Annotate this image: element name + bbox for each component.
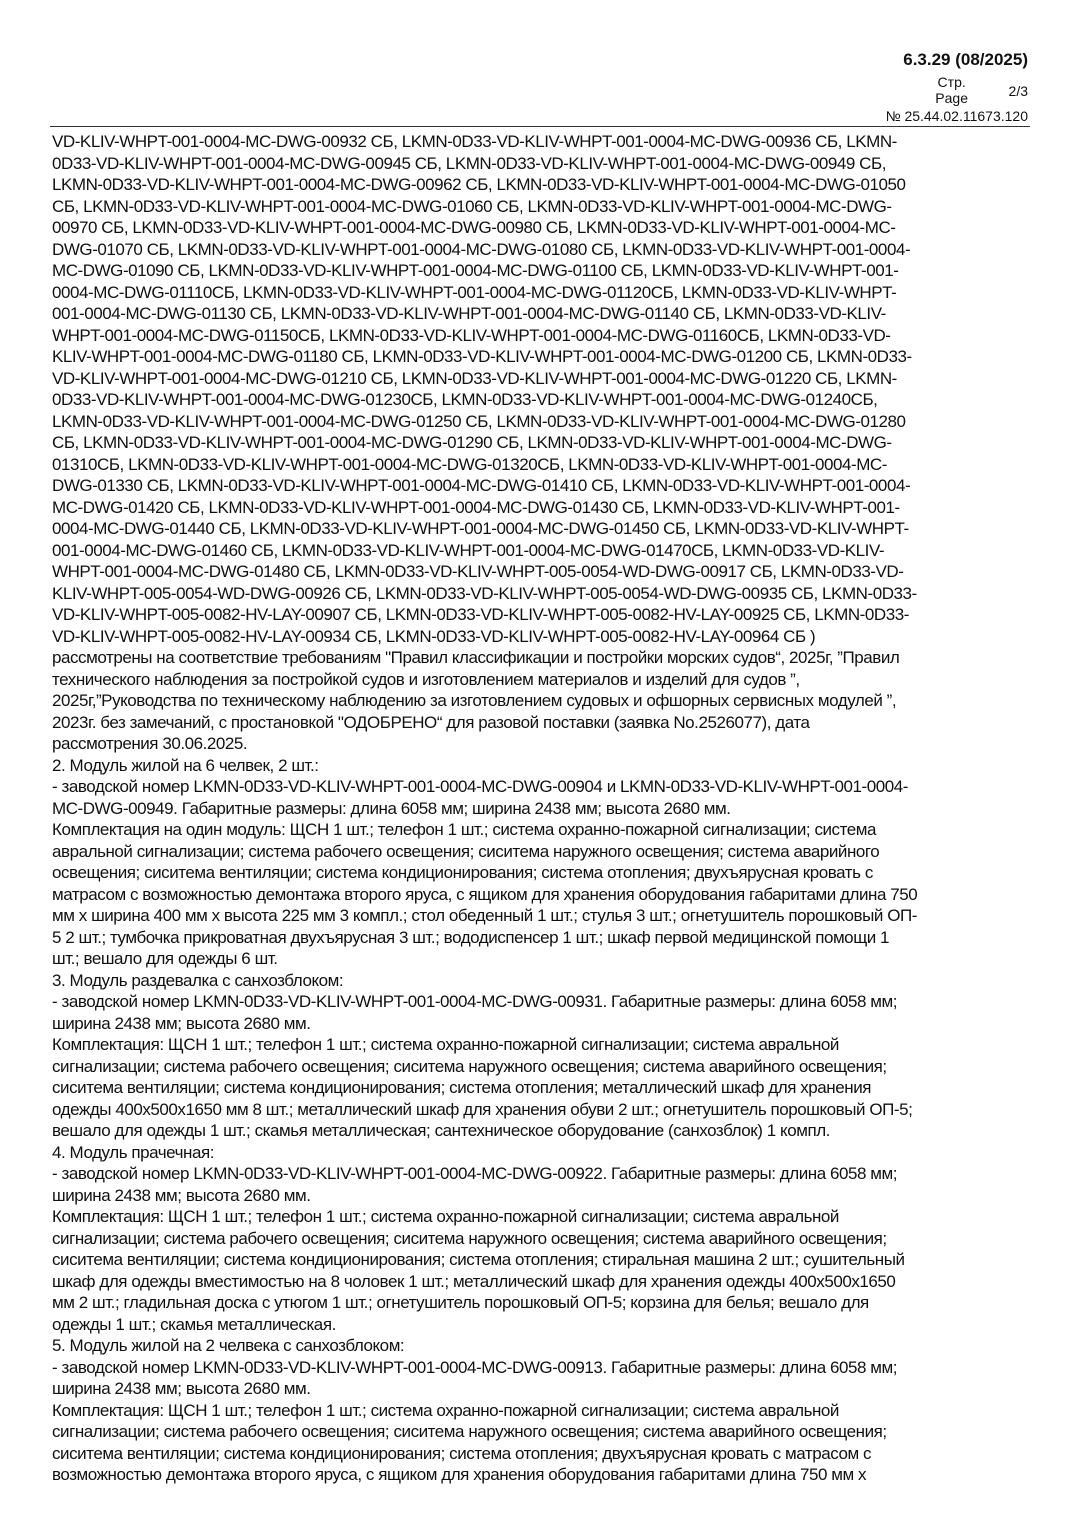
text-line: 00970 СБ, LKMN-0D33-VD-KLIV-WHPT-001-0004-MC-DWG-00980 СБ, LKMN-0D33-VD-KLIV-WHPT-001-0004-MC- [52,218,896,237]
text-line: DWG-01070 СБ, LKMN-0D33-VD-KLIV-WHPT-001-0004-MC-DWG-01080 СБ, LKMN-0D33-VD-KLIV-WHPT-001-0004- [52,239,911,259]
text-line: 3. Модуль раздевалка с санхозблоком: [52,970,344,990]
text-line: одежды 1 шт.; скамья металлическая. [52,1314,336,1334]
text-line: сигнализации; система рабочего освещения; сиситема наружного освещения; система аварийного освещения; [52,1422,887,1441]
page-label-ru: Стр. [937,74,966,90]
text-line: технического наблюдения за постройкой судов и изготовлением материалов и изделий для судов ”, [52,669,800,689]
text-line: 0D33-VD-KLIV-WHPT-001-0004-MC-DWG-01230СБ, LKMN-0D33-VD-KLIV-WHPT-001-0004-MC-DWG-01240СБ, [52,390,878,409]
text-line: 5 2 шт.; тумбочка прикроватная двухъярусная 3 шт.; вододиспенсер 1 шт.; шкаф первой медицинской помощи 1 [52,927,890,947]
text-line: 001-0004-MC-DWG-01130 СБ, LKMN-0D33-VD-KLIV-WHPT-001-0004-MC-DWG-01140 СБ, LKMN-0D33-VD-KLIV- [52,304,886,323]
text-line: СБ, LKMN-0D33-VD-KLIV-WHPT-001-0004-MC-DWG-01060 СБ, LKMN-0D33-VD-KLIV-WHPT-001-0004-MC-DWG- [52,196,892,216]
text-line: DWG-01330 СБ, LKMN-0D33-VD-KLIV-WHPT-001-0004-MC-DWG-01410 СБ, LKMN-0D33-VD-KLIV-WHPT-001-0004- [52,476,911,495]
text-line: KLIV-WHPT-005-0054-WD-DWG-00926 СБ, LKMN-0D33-VD-KLIV-WHPT-005-0054-WD-DWG-00935 СБ, LKMN-0D33- [52,583,917,603]
document-body [52,131,1042,1486]
text-line: возможностью демонтажа второго яруса, с ящиком для хранения оборудования габаритами длина 750 мм х [52,1465,867,1484]
text-line: - заводской номер LKMN-0D33-VD-KLIV-WHPT-001-0004-MC-DWG-00922. Габаритные размеры: длина 6058 мм; [52,1164,898,1183]
text-line: LKMN-0D33-VD-KLIV-WHPT-001-0004-MC-DWG-00962 СБ, LKMN-0D33-VD-KLIV-WHPT-001-0004-MC-DWG-01050 [52,175,906,194]
text-line: MC-DWG-01090 СБ, LKMN-0D33-VD-KLIV-WHPT-001-0004-MC-DWG-01100 СБ, LKMN-0D33-VD-KLIV-WHPT-001- [52,261,899,280]
text-line: Комплектация: ЩСН 1 шт.; телефон 1 шт.; система охранно-пожарной сигнализации; система авральной [52,1400,839,1420]
text-line: ширина 2438 мм; высота 2680 мм. [52,1013,311,1033]
text-line: матрасом с возможностью демонтажа второго яруса, с ящиком для хранения оборудования габаритами длина 750 [52,884,918,904]
text-line: мм 2 шт.; гладильная доска с утюгом 1 шт.; огнетушитель порошковый ОП-5; корзина для белья; вешало для [52,1293,869,1312]
certificate-number: № 25.44.02.11673.120 [885,108,1028,124]
text-line: - заводской номер LKMN-0D33-VD-KLIV-WHPT-001-0004-MC-DWG-00931. Габаритные размеры: длина 6058 мм; [52,992,898,1011]
text-line: 2023г. без замечаний, с простановкой "ОДОБРЕНО“ для разовой поставки (заявка No.2526077), дата [52,712,810,732]
text-line: рассмотрены на соответствие требованиям "Правил классификации и постройки морских судов“, 2025г, ”Правил [52,648,900,667]
text-line: 0004-MC-DWG-01110СБ, LKMN-0D33-VD-KLIV-WHPT-001-0004-MC-DWG-01120СБ, LKMN-0D33-VD-KLIV-WHPT- [52,282,897,302]
text-line: шкаф для одежды вместимостью на 8 чоловек 1 шт.; металлический шкаф для хранения одежды 400x500x1650 [52,1271,896,1291]
text-line: - заводской номер LKMN-0D33-VD-KLIV-WHPT-001-0004-MC-DWG-00913. Габаритные размеры: длина 6058 мм; [52,1357,898,1377]
page-indicator [828,74,1028,110]
text-line: KLIV-WHPT-001-0004-MC-DWG-01180 СБ, LKMN-0D33-VD-KLIV-WHPT-001-0004-MC-DWG-01200 СБ, LKMN-0D33- [52,347,912,366]
text-line: VD-KLIV-WHPT-001-0004-MC-DWG-01210 СБ, LKMN-0D33-VD-KLIV-WHPT-001-0004-MC-DWG-01220 СБ, LKMN- [52,368,897,388]
text-line: ширина 2438 мм; высота 2680 мм. [52,1379,311,1398]
text-line: освещения; сиситема вентиляции; система кондиционирования; система отопления; двухъярусная кровать с [52,863,873,882]
text-line: 01310СБ, LKMN-0D33-VD-KLIV-WHPT-001-0004-MC-DWG-01320СБ, LKMN-0D33-VD-KLIV-WHPT-001-0004-MC- [52,454,887,474]
text-line: VD-KLIV-WHPT-001-0004-MC-DWG-00932 СБ, LKMN-0D33-VD-KLIV-WHPT-001-0004-MC-DWG-00936 СБ, LKMN- [52,132,897,151]
text-line: Комплектация: ЩСН 1 шт.; телефон 1 шт.; система охранно-пожарной сигнализации; система авральной [52,1207,839,1226]
text-line: 2. Модуль жилой на 6 челвек, 2 шт.: [52,755,319,775]
page-value: 2/3 [1008,83,1028,99]
text-line: WHPT-001-0004-MC-DWG-01480 СБ, LKMN-0D33-VD-KLIV-WHPT-005-0054-WD-DWG-00917 СБ, LKMN-0D33-VD- [52,562,904,581]
text-line: вешало для одежды 1 шт.; скамья металлическая; сантехническое оборудование (санхозблок) 1 компл. [52,1121,830,1140]
page-label-en: Page [935,90,968,106]
text-line: сигнализации; система рабочего освещения; сиситема наружного освещения; система аварийного освещения; [52,1056,887,1076]
text-line: MC-DWG-00949. Габаритные размеры: длина 6058 мм; ширина 2438 мм; высота 2680 мм. [52,798,731,818]
text-line: СБ, LKMN-0D33-VD-KLIV-WHPT-001-0004-MC-DWG-01290 СБ, LKMN-0D33-VD-KLIV-WHPT-001-0004-MC-DWG- [52,433,892,452]
text-line: Комплектация на один модуль: ЩСН 1 шт.; телефон 1 шт.; система охранно-пожарной сигнализации; система [52,820,876,839]
text-line: 2025г,”Руководства по техническому наблюдению за изготовлением судовых и офшорных сервисных модулей ”, [52,691,897,710]
header-divider [50,126,1030,127]
text-line: 001-0004-MC-DWG-01460 СБ, LKMN-0D33-VD-KLIV-WHPT-001-0004-MC-DWG-01470СБ, LKMN-0D33-VD-KLIV- [52,540,885,560]
text-line: ширина 2438 мм; высота 2680 мм. [52,1185,311,1205]
form-number: 6.3.29 (08/2025) [903,50,1028,69]
page-label [935,74,968,106]
text-line: 0D33-VD-KLIV-WHPT-001-0004-MC-DWG-00945 СБ, LKMN-0D33-VD-KLIV-WHPT-001-0004-MC-DWG-00949 СБ, [52,153,886,173]
text-line: Комплектация: ЩСН 1 шт.; телефон 1 шт.; система охранно-пожарной сигнализации; система авральной [52,1035,839,1054]
text-line: одежды 400x500x1650 мм 8 шт.; металлический шкаф для хранения обуви 2 шт.; огнетушитель порошковый ОП-5; [52,1099,913,1119]
text-line: авральной сигнализации; система рабочего освещения; сиситема наружного освещения; система аварийного [52,841,880,861]
text-line: - заводской номер LKMN-0D33-VD-KLIV-WHPT-001-0004-MC-DWG-00904 и LKMN-0D33-VD-KLIV-WHPT-001-0004- [52,777,908,796]
text-line: сигнализации; система рабочего освещения; сиситема наружного освещения; система аварийного освещения; [52,1228,887,1248]
text-line: сиситема вентиляции; система кондиционирования; система отопления; двухъярусная кровать с матрасом с [52,1443,872,1463]
text-line: WHPT-001-0004-MC-DWG-01150СБ, LKMN-0D33-VD-KLIV-WHPT-001-0004-MC-DWG-01160СБ, LKMN-0D33-VD- [52,325,891,345]
text-line: VD-KLIV-WHPT-005-0082-HV-LAY-00907 СБ, LKMN-0D33-VD-KLIV-WHPT-005-0082-HV-LAY-00925 СБ, LKMN-0D33- [52,605,909,624]
text-line: сиситема вентиляции; система кондиционирования; система отопления; стиральная машина 2 шт.; сушительный [52,1250,905,1269]
text-line: мм х ширина 400 мм х высота 225 мм 3 компл.; стол обеденный 1 шт.; стулья 3 шт.; огнетушитель порошковый ОП- [52,906,917,925]
text-line: VD-KLIV-WHPT-005-0082-HV-LAY-00934 СБ, LKMN-0D33-VD-KLIV-WHPT-005-0082-HV-LAY-00964 СБ ) [52,626,816,646]
text-line: сиситема вентиляции; система кондиционирования; система отопления; металлический шкаф для хранения [52,1078,871,1097]
text-line: 5. Модуль жилой на 2 челвека с санхозблоком: [52,1336,405,1355]
text-line: LKMN-0D33-VD-KLIV-WHPT-001-0004-MC-DWG-01250 СБ, LKMN-0D33-VD-KLIV-WHPT-001-0004-MC-DWG-01280 [52,411,906,431]
text-line: MC-DWG-01420 СБ, LKMN-0D33-VD-KLIV-WHPT-001-0004-MC-DWG-01430 СБ, LKMN-0D33-VD-KLIV-WHPT-001- [52,497,900,517]
text-line: рассмотрения 30.06.2025. [52,734,248,753]
text-line: шт.; вешало для одежды 6 шт. [52,949,278,968]
text-line: 4. Модуль прачечная: [52,1142,214,1162]
page-header [903,50,1028,70]
text-line: 0004-MC-DWG-01440 СБ, LKMN-0D33-VD-KLIV-WHPT-001-0004-MC-DWG-01450 СБ, LKMN-0D33-VD-KLIV-WHPT- [52,519,909,538]
